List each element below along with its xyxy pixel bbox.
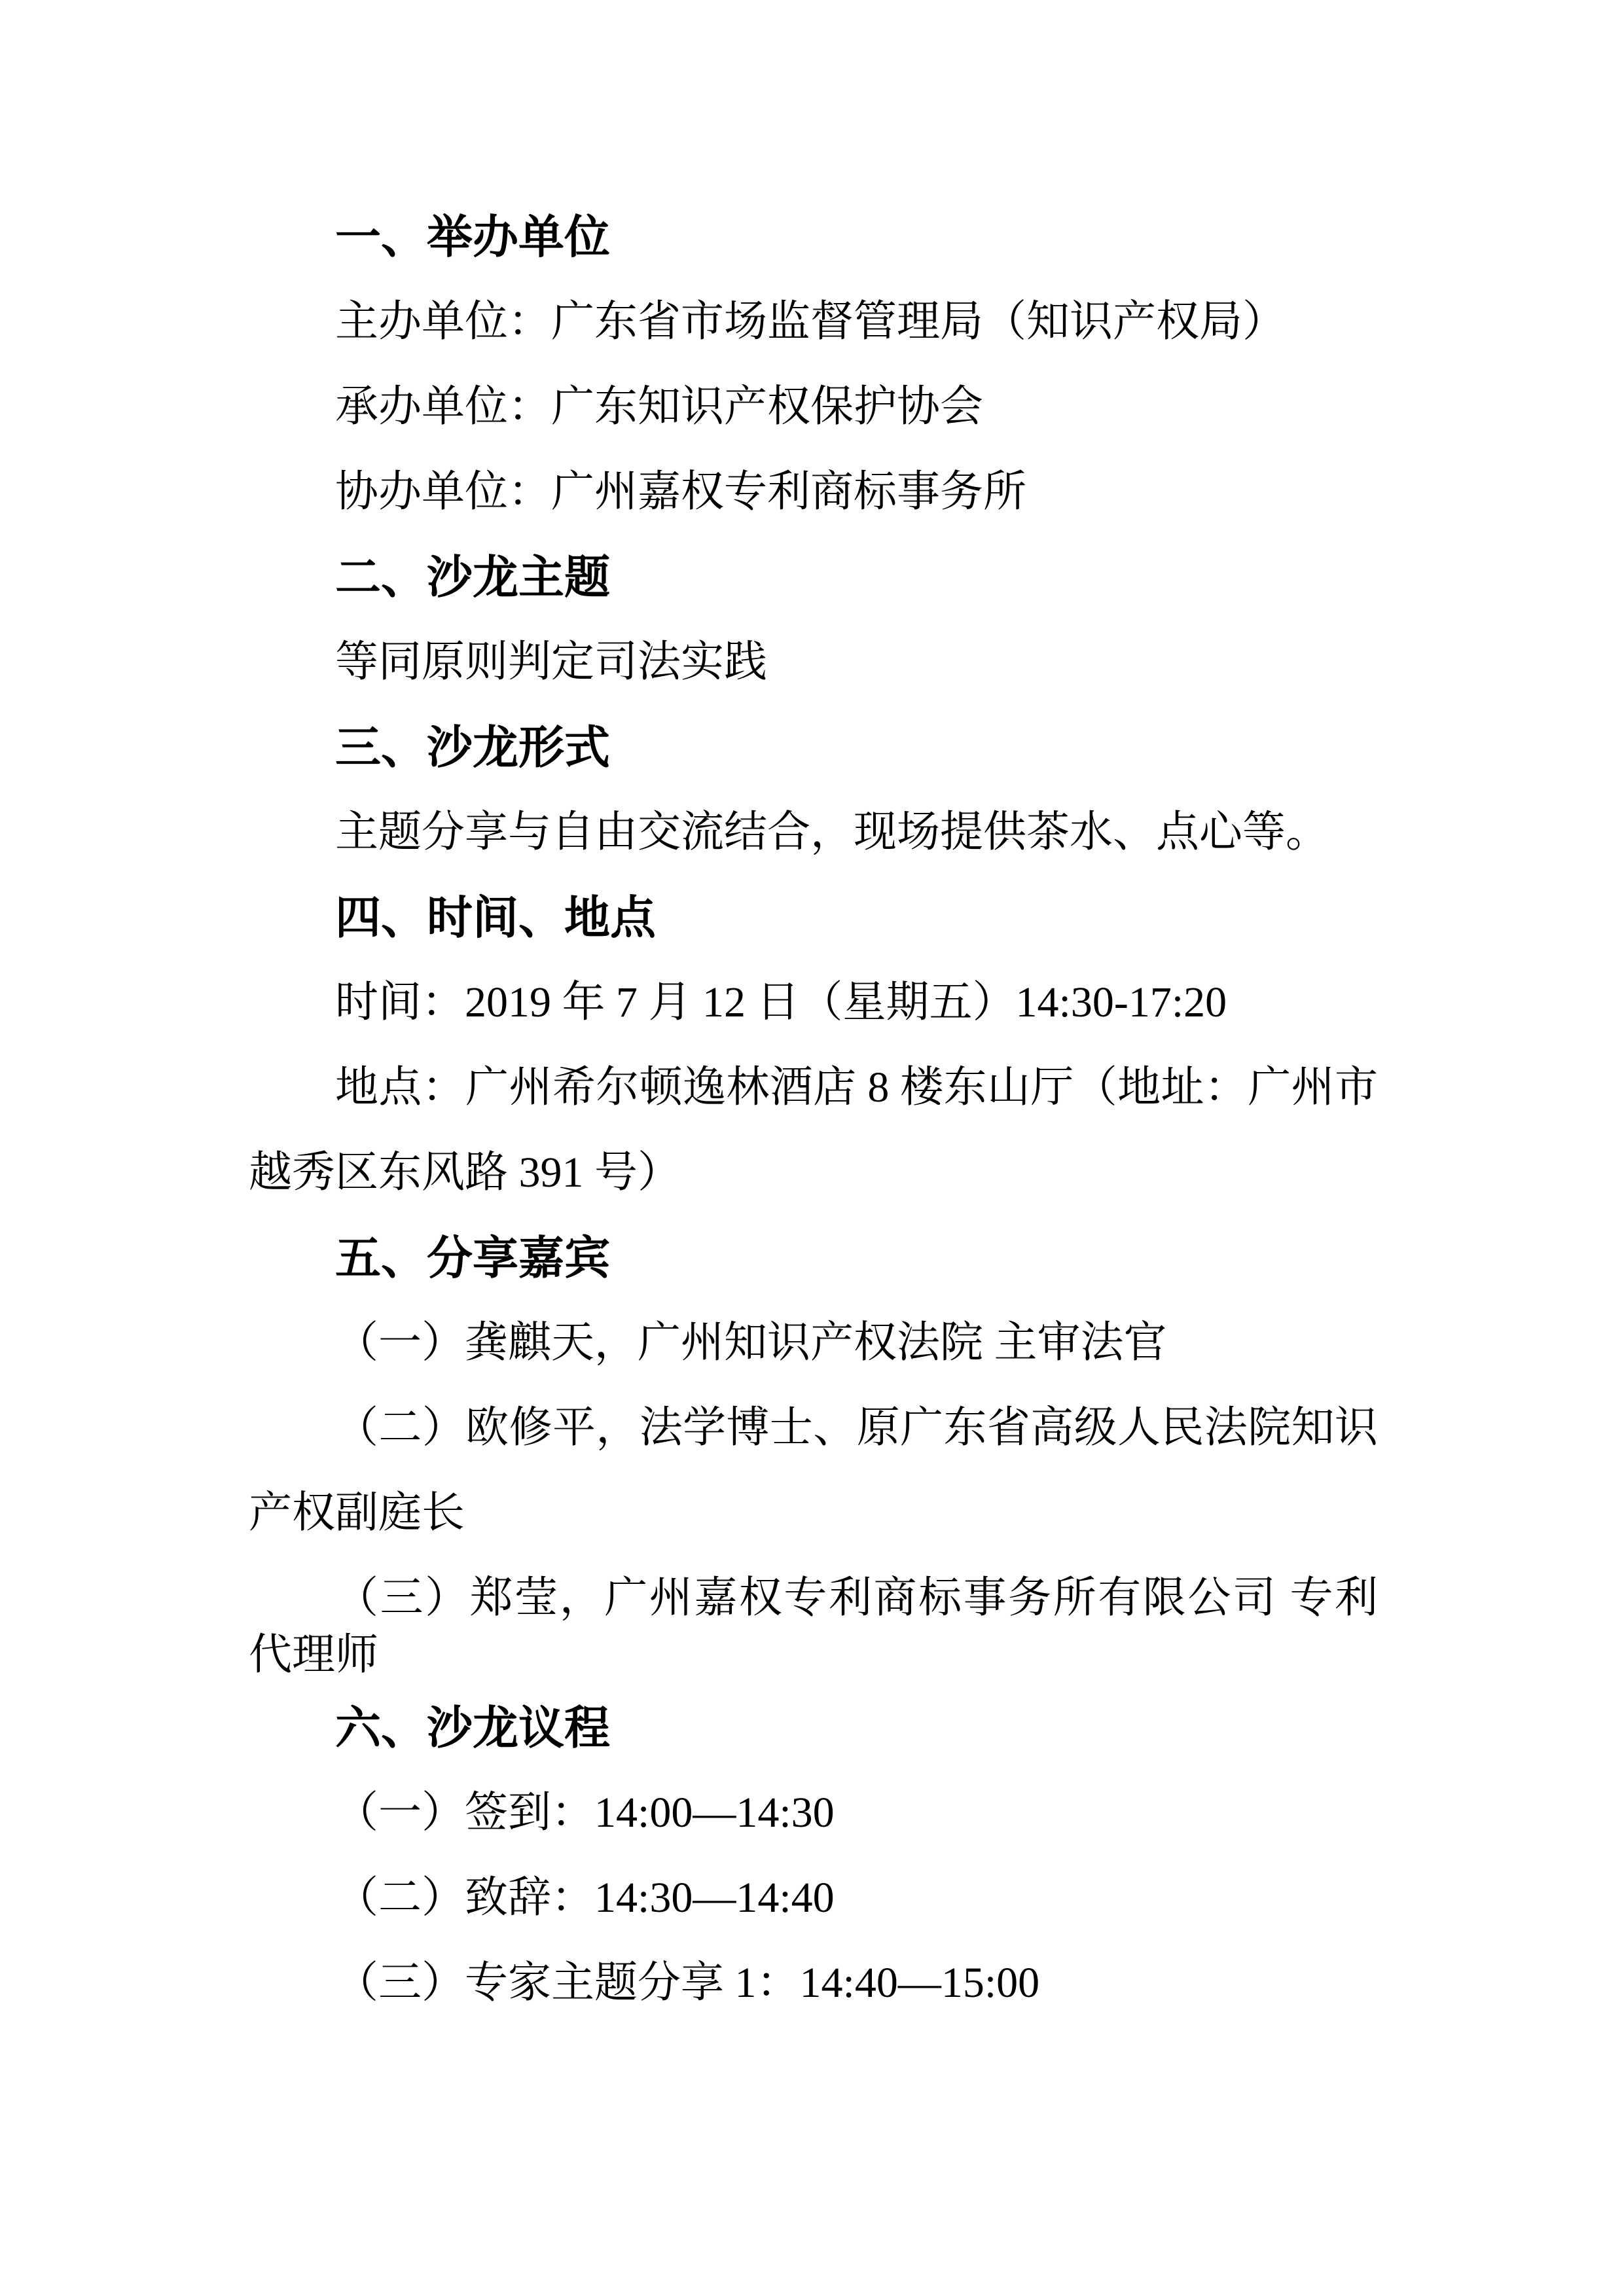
- section-heading-4: 四、时间、地点: [335, 892, 656, 943]
- text-line-agenda-2: （二）致辞：14:30—14:40: [335, 1874, 835, 1922]
- section-heading-2: 二、沙龙主题: [335, 552, 610, 603]
- text-line-guest-1: （一）龚麒天，广州知识产权法院 主审法官: [335, 1319, 1167, 1367]
- section-heading-6: 六、沙龙议程: [335, 1702, 610, 1753]
- text-line-venue: 地点：广州希尔顿逸林酒店 8 楼东山厅（地址：广州市: [335, 1064, 1378, 1111]
- text-line-agenda-1: （一）签到：14:00—14:30: [335, 1789, 835, 1837]
- text-line-salon-topic: 等同原则判定司法实践: [335, 638, 767, 686]
- text-line-time: 时间：2019 年 7 月 12 日（星期五）14:30-17:20: [335, 978, 1227, 1026]
- section-heading-5: 五、分享嘉宾: [335, 1232, 610, 1283]
- text-line-organizer-coorganizer: 协办单位：广州嘉权专利商标事务所: [335, 468, 1026, 516]
- text-line-guest-2-continuation: 产权副庭长: [249, 1489, 465, 1537]
- text-line-organizer-host: 主办单位：广东省市场监督管理局（知识产权局）: [335, 298, 1286, 346]
- text-line-organizer-undertaker: 承办单位：广东知识产权保护协会: [335, 383, 983, 431]
- text-line-salon-format: 主题分享与自由交流结合，现场提供茶水、点心等。: [335, 808, 1329, 856]
- text-line-guest-2: （二）欧修平，法学博士、原广东省高级人民法院知识: [335, 1404, 1378, 1452]
- section-heading-1: 一、举办单位: [335, 211, 610, 262]
- text-line-agenda-3: （三）专家主题分享 1：14:40—15:00: [335, 1959, 1040, 2007]
- section-heading-3: 三、沙龙形式: [335, 722, 610, 773]
- text-line-guest-3: （三）郑莹，广州嘉权专利商标事务所有限公司 专利: [335, 1574, 1378, 1622]
- text-line-venue-continuation: 越秀区东风路 391 号）: [249, 1149, 681, 1196]
- text-line-guest-3-continuation: 代理师: [249, 1631, 378, 1679]
